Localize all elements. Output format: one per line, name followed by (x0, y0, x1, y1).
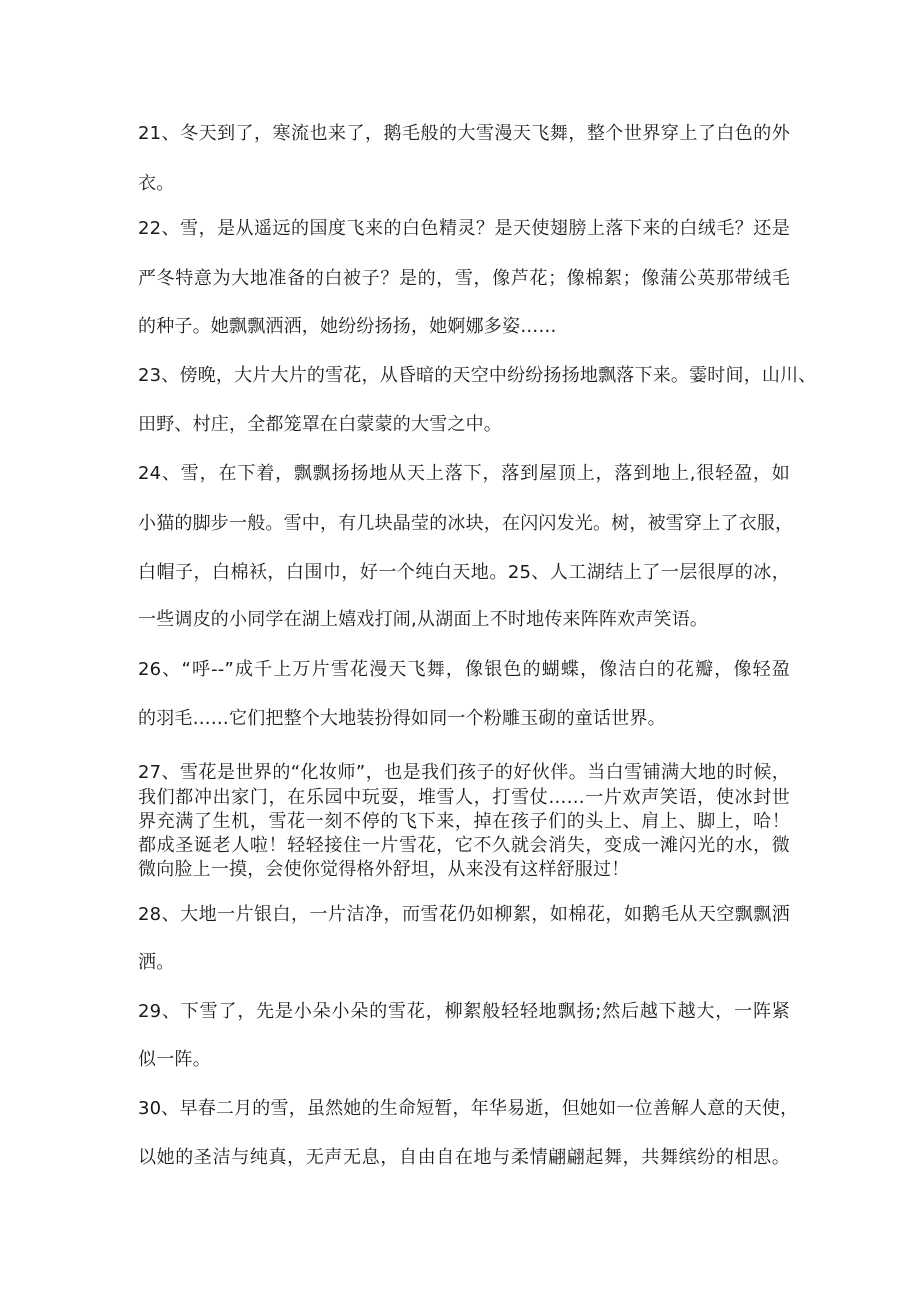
text-line-24b: 小猫的脚步一般。雪中，有几块晶莹的冰块，在闪闪发光。树，被雪穿上了衣服， (138, 513, 794, 534)
text-line-28b: 洒。 (138, 952, 175, 973)
text-line-30a: 30、早春二月的雪，虽然她的生命短暂，年华易逝，但她如一位善解人意的天使， (138, 1098, 799, 1119)
text-line-22a: 22、雪，是从遥远的国度飞来的白色精灵？是天使翅膀上落下来的白绒毛？还是 (138, 218, 790, 239)
text-line-26b: 的羽毛……它们把整个大地装扮得如同一个粉雕玉砌的童话世界。 (138, 708, 666, 729)
text-line-25: 一些调皮的小同学在湖上嬉戏打闹,从湖面上不时地传来阵阵欢声笑语。 (138, 609, 709, 630)
text-line-21a: 21、冬天到了，寒流也来了，鹅毛般的大雪漫天飞舞，整个世界穿上了白色的外 (138, 123, 790, 144)
text-line-21b: 衣。 (138, 173, 175, 194)
text-line-24c: 白帽子，白棉袄，白围巾，好一个纯白天地。25、人工湖结上了一层很厚的冰， (138, 562, 790, 583)
text-line-22b: 严冬特意为大地准备的白被子？是的，雪，像芦花；像棉絮；像蒲公英那带绒毛 (138, 268, 790, 289)
text-line-29b: 似一阵。 (138, 1049, 211, 1070)
text-line-27c: 界充满了生机，雪花一刻不停的飞下来，掉在孩子们的头上、肩上、脚上，哈！ (138, 811, 790, 832)
text-line-26a: 26、“呼--”成千上万片雪花漫天飞舞，像银色的蝴蝶，像洁白的花瓣，像轻盈 (138, 659, 790, 680)
text-line-27a: 27、雪花是世界的“化妆师”，也是我们孩子的好伙伴。当白雪铺满大地的时候， (138, 762, 790, 783)
text-line-27d: 都成圣诞老人啦！轻轻接住一片雪花，它不久就会消失，变成一滩闪光的水，微 (138, 835, 790, 856)
text-line-27e: 微向脸上一摸，会使你觉得格外舒坦，从来没有这样舒服过！ (138, 859, 630, 880)
text-line-28a: 28、大地一片银白，一片洁净，而雪花仍如柳絮，如棉花，如鹅毛从天空飘飘洒 (138, 904, 790, 925)
text-line-29a: 29、下雪了，先是小朵小朵的雪花，柳絮般轻轻地飘扬;然后越下越大，一阵紧 (138, 1001, 790, 1022)
text-line-23a: 23、傍晚，大片大片的雪花，从昏暗的天空中纷纷扬扬地飘落下来。霎时间，山川、 (138, 365, 817, 386)
text-line-30b: 以她的圣洁与纯真，无声无息，自由自在地与柔情翩翩起舞，共舞缤纷的相思。 (138, 1147, 790, 1168)
text-line-23b: 田野、村庄，全都笼罩在白蒙蒙的大雪之中。 (138, 414, 502, 435)
text-line-27b: 我们都冲出家门，在乐园中玩耍，堆雪人，打雪仗……一片欢声笑语，使冰封世 (138, 787, 790, 808)
text-line-22c: 的种子。她飘飘洒洒，她纷纷扬扬，她婀娜多姿…… (138, 316, 557, 337)
text-line-24a: 24、雪，在下着，飘飘扬扬地从天上落下，落到屋顶上，落到地上,很轻盈，如 (138, 463, 790, 484)
